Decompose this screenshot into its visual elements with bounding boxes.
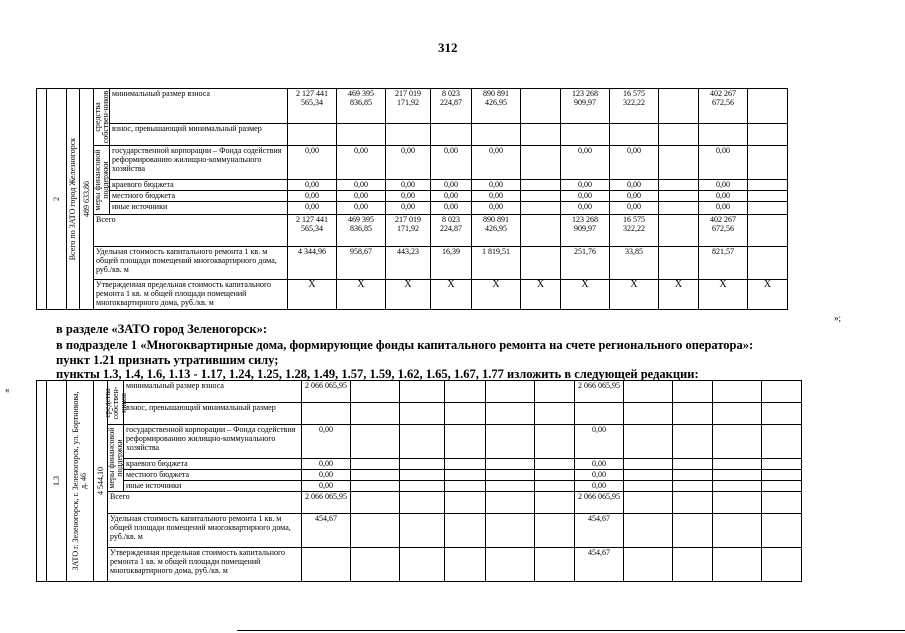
cell	[748, 146, 788, 180]
cell	[472, 124, 521, 146]
cell: 0,00	[610, 180, 659, 191]
cell: 0,00	[386, 191, 431, 202]
cell	[659, 89, 699, 124]
cell: 123 268 909,97	[561, 215, 610, 247]
cell	[351, 459, 400, 470]
cell	[351, 492, 400, 514]
cell	[624, 514, 673, 548]
cell	[699, 124, 748, 146]
cell: 217 019 171,92	[386, 89, 431, 124]
cell	[400, 514, 445, 548]
row-label: краевого бюджета	[110, 180, 288, 191]
row-label: местного бюджета	[124, 470, 302, 481]
cell: 0,00	[302, 470, 351, 481]
cell: 123 268 909,97	[561, 89, 610, 124]
area-cell: 4 544,10	[94, 381, 108, 582]
cell: 8 023 224,87	[431, 215, 472, 247]
cell	[713, 481, 762, 492]
cell: 2 066 065,95	[575, 381, 624, 403]
cell: 0,00	[472, 146, 521, 180]
cell: 0,00	[575, 481, 624, 492]
cell: 217 019 171,92	[386, 215, 431, 247]
cell	[713, 425, 762, 459]
empty-lead-cell	[37, 89, 47, 310]
cell: X	[472, 280, 521, 310]
cell: 0,00	[699, 146, 748, 180]
row-label-max-cost: Утвержденная предельная стоимость капитального ремонта 1 кв. м общей площади помещений многоквартирного дома, руб./кв. м	[94, 280, 288, 310]
cell: 0,00	[431, 202, 472, 215]
cell: 0,00	[610, 191, 659, 202]
row-label: взнос, превышающий минимальный размер	[110, 124, 288, 146]
cell	[659, 202, 699, 215]
row-label-total: Всего	[94, 215, 288, 247]
empty-lead-cell	[37, 381, 47, 582]
capital-repair-table-zelenogorsk	[36, 380, 802, 582]
cell: 16 575 322,22	[610, 215, 659, 247]
cell	[748, 215, 788, 247]
cell	[624, 548, 673, 582]
cell: 0,00	[337, 191, 386, 202]
cell	[445, 492, 486, 514]
cell	[486, 459, 535, 470]
cell	[659, 247, 699, 280]
cell	[659, 215, 699, 247]
cell	[673, 425, 713, 459]
cell	[762, 492, 802, 514]
cell: X	[431, 280, 472, 310]
cell	[400, 492, 445, 514]
row-label-unit-cost: Удельная стоимость капитального ремонта 1 кв. м общей площади помещений многоквартирного дома, руб./кв. м	[94, 247, 288, 280]
cell	[535, 481, 575, 492]
footer-rule	[237, 630, 905, 631]
cell	[445, 381, 486, 403]
row-number-cell: 2	[47, 89, 67, 310]
cell: 8 023 224,87	[431, 89, 472, 124]
cell: 0,00	[337, 202, 386, 215]
cell: 0,00	[302, 481, 351, 492]
cell: 402 267 672,56	[699, 89, 748, 124]
cell	[351, 481, 400, 492]
cell: 0,00	[561, 191, 610, 202]
cell	[445, 548, 486, 582]
cell	[748, 202, 788, 215]
cell	[535, 470, 575, 481]
cell	[521, 124, 561, 146]
cell	[748, 89, 788, 124]
cell	[713, 470, 762, 481]
cell: 958,67	[337, 247, 386, 280]
cell	[659, 180, 699, 191]
cell	[351, 381, 400, 403]
cell	[351, 403, 400, 425]
cell: 0,00	[431, 180, 472, 191]
address-cell: Всего по ЗАТО город Железногорск	[67, 89, 80, 310]
cell	[486, 492, 535, 514]
cell	[535, 425, 575, 459]
cell: 821,57	[699, 247, 748, 280]
cell: 0,00	[288, 202, 337, 215]
cell: X	[699, 280, 748, 310]
address-cell: ЗАТО г. Зеленогорск, г. Зеленогорск, ул. Бортникова, д. 46	[67, 381, 94, 582]
cell	[624, 381, 673, 403]
cell	[673, 459, 713, 470]
cell	[762, 481, 802, 492]
cell: 0,00	[386, 146, 431, 180]
cell: 0,00	[337, 180, 386, 191]
row-label: государственной корпорации – Фонда содействия реформированию жилищно-коммунального хозяйства	[124, 425, 302, 459]
cell	[521, 191, 561, 202]
cell	[486, 548, 535, 582]
row-label-total: Всего	[108, 492, 302, 514]
cell: X	[659, 280, 699, 310]
cell	[386, 124, 431, 146]
cell: 0,00	[288, 146, 337, 180]
cell: 0,00	[699, 191, 748, 202]
row-label: краевого бюджета	[124, 459, 302, 470]
cell: 454,67	[575, 548, 624, 582]
cell: 0,00	[472, 202, 521, 215]
cell: 2 127 441 565,34	[288, 89, 337, 124]
cell	[561, 124, 610, 146]
cell: 0,00	[699, 202, 748, 215]
cell	[400, 459, 445, 470]
cell	[624, 481, 673, 492]
cell: 0,00	[288, 180, 337, 191]
cell	[486, 403, 535, 425]
row-label-unit-cost: Удельная стоимость капитального ремонта 1 кв. м общей площади помещений многоквартирного дома, руб./кв. м	[108, 514, 302, 548]
financial-support-group: меры финансовой поддержки	[108, 425, 124, 492]
cell: 0,00	[302, 459, 351, 470]
cell	[624, 425, 673, 459]
cell	[762, 381, 802, 403]
cell	[624, 492, 673, 514]
capital-repair-table-zheleznogorsk	[36, 88, 788, 310]
cell	[535, 403, 575, 425]
row-label: государственной корпорации – Фонда содействия реформированию жилищно-коммунального хозяйства	[110, 146, 288, 180]
cell: 0,00	[575, 425, 624, 459]
cell	[400, 470, 445, 481]
cell	[521, 180, 561, 191]
paragraph-items-new-edition: пункты 1.3, 1.4, 1.6, 1.13 - 1.17, 1.24, 1.25, 1.28, 1.49, 1.57, 1.59, 1.62, 1.65, 1.67, 1.77 изложить в следующей редакции:	[56, 367, 699, 381]
cell	[486, 514, 535, 548]
financial-support-group: меры финансовой поддержки	[94, 146, 110, 215]
paragraph-item-repealed: пункт 1.21 признать утратившим силу;	[56, 353, 279, 367]
cell	[673, 514, 713, 548]
cell	[624, 470, 673, 481]
cell	[400, 381, 445, 403]
cell: 0,00	[337, 146, 386, 180]
cell	[535, 548, 575, 582]
cell: 402 267 672,56	[699, 215, 748, 247]
cell	[486, 470, 535, 481]
row-number-cell: 1.3	[47, 381, 67, 582]
cell	[302, 548, 351, 582]
row-label-max-cost: Утвержденная предельная стоимость капитального ремонта 1 кв. м общей площади помещений многоквартирного дома, руб./кв. м	[108, 548, 302, 582]
cell	[673, 470, 713, 481]
cell	[748, 247, 788, 280]
cell: 2 127 441 565,34	[288, 215, 337, 247]
cell	[288, 124, 337, 146]
cell	[445, 403, 486, 425]
cell	[575, 403, 624, 425]
cell	[486, 481, 535, 492]
cell	[762, 548, 802, 582]
cell: X	[386, 280, 431, 310]
cell	[713, 548, 762, 582]
cell: 890 891 426,95	[472, 215, 521, 247]
cell	[445, 425, 486, 459]
cell	[762, 514, 802, 548]
cell	[713, 514, 762, 548]
cell	[351, 514, 400, 548]
cell	[535, 459, 575, 470]
row-label: минимальный размер взноса	[110, 89, 288, 124]
cell: 2 066 065,95	[575, 492, 624, 514]
cell: 0,00	[575, 459, 624, 470]
row-label: минимальный размер взноса	[124, 381, 302, 403]
paragraph-section: в разделе «ЗАТО город Зеленогорск»:	[56, 322, 268, 336]
cell: 16,39	[431, 247, 472, 280]
cell	[673, 492, 713, 514]
cell: 443,23	[386, 247, 431, 280]
cell	[673, 381, 713, 403]
cell	[521, 215, 561, 247]
page-number: 312	[438, 40, 458, 55]
cell	[535, 492, 575, 514]
cell	[445, 481, 486, 492]
cell	[713, 403, 762, 425]
cell: 0,00	[610, 146, 659, 180]
cell: 16 575 322,22	[610, 89, 659, 124]
cell	[762, 425, 802, 459]
cell: 1 819,51	[472, 247, 521, 280]
cell	[659, 191, 699, 202]
cell	[521, 146, 561, 180]
cell	[673, 481, 713, 492]
cell	[337, 124, 386, 146]
cell	[351, 425, 400, 459]
cell	[445, 470, 486, 481]
cell: 0,00	[561, 146, 610, 180]
owners-funds-group: средства собствен-ников	[108, 381, 124, 425]
cell	[431, 124, 472, 146]
cell	[673, 403, 713, 425]
cell: 0,00	[431, 191, 472, 202]
owners-funds-group: средства собствен-ников	[94, 89, 110, 146]
area-cell: 489 633,86	[80, 89, 94, 310]
cell: 454,67	[575, 514, 624, 548]
cell: 0,00	[431, 146, 472, 180]
cell: 469 395 836,85	[337, 89, 386, 124]
cell	[713, 459, 762, 470]
cell	[400, 548, 445, 582]
cell	[762, 459, 802, 470]
cell	[713, 381, 762, 403]
cell: 890 891 426,95	[472, 89, 521, 124]
cell	[610, 124, 659, 146]
cell: X	[610, 280, 659, 310]
cell	[762, 470, 802, 481]
cell	[351, 548, 400, 582]
cell	[673, 548, 713, 582]
cell: 454,67	[302, 514, 351, 548]
cell	[521, 89, 561, 124]
cell: 0,00	[386, 180, 431, 191]
cell	[445, 514, 486, 548]
cell: 0,00	[472, 180, 521, 191]
cell	[748, 180, 788, 191]
closing-quote: »;	[834, 313, 842, 323]
cell: 0,00	[610, 202, 659, 215]
cell: X	[288, 280, 337, 310]
cell	[535, 514, 575, 548]
cell: 33,85	[610, 247, 659, 280]
cell	[302, 403, 351, 425]
cell	[713, 492, 762, 514]
cell: X	[748, 280, 788, 310]
cell	[351, 470, 400, 481]
row-label: иные источники	[110, 202, 288, 215]
cell: 0,00	[561, 202, 610, 215]
cell	[659, 146, 699, 180]
paragraph-subsection: в подразделе 1 «Многоквартирные дома, формирующие фонды капитального ремонта на счете регионального оператора»:	[56, 338, 754, 352]
cell: 0,00	[699, 180, 748, 191]
cell: 0,00	[575, 470, 624, 481]
cell: X	[521, 280, 561, 310]
cell: 0,00	[302, 425, 351, 459]
cell	[486, 381, 535, 403]
cell: 469 395 836,85	[337, 215, 386, 247]
cell: 0,00	[288, 191, 337, 202]
cell: 0,00	[472, 191, 521, 202]
cell	[400, 481, 445, 492]
row-label: иные источники	[124, 481, 302, 492]
row-label: местного бюджета	[110, 191, 288, 202]
row-label: взнос, превышающий минимальный размер	[124, 403, 302, 425]
cell: X	[337, 280, 386, 310]
cell: 0,00	[561, 180, 610, 191]
cell: 2 066 065,95	[302, 492, 351, 514]
cell	[400, 403, 445, 425]
cell	[521, 247, 561, 280]
cell: 4 344,96	[288, 247, 337, 280]
cell	[486, 425, 535, 459]
cell	[535, 381, 575, 403]
cell	[624, 403, 673, 425]
cell	[521, 202, 561, 215]
cell: 0,00	[386, 202, 431, 215]
cell	[748, 191, 788, 202]
cell	[445, 459, 486, 470]
cell	[624, 459, 673, 470]
cell	[400, 425, 445, 459]
cell	[659, 124, 699, 146]
cell: X	[561, 280, 610, 310]
margin-quote-mark: «	[5, 385, 10, 395]
cell: 2 066 065,95	[302, 381, 351, 403]
cell	[762, 403, 802, 425]
cell	[748, 124, 788, 146]
cell: 251,76	[561, 247, 610, 280]
